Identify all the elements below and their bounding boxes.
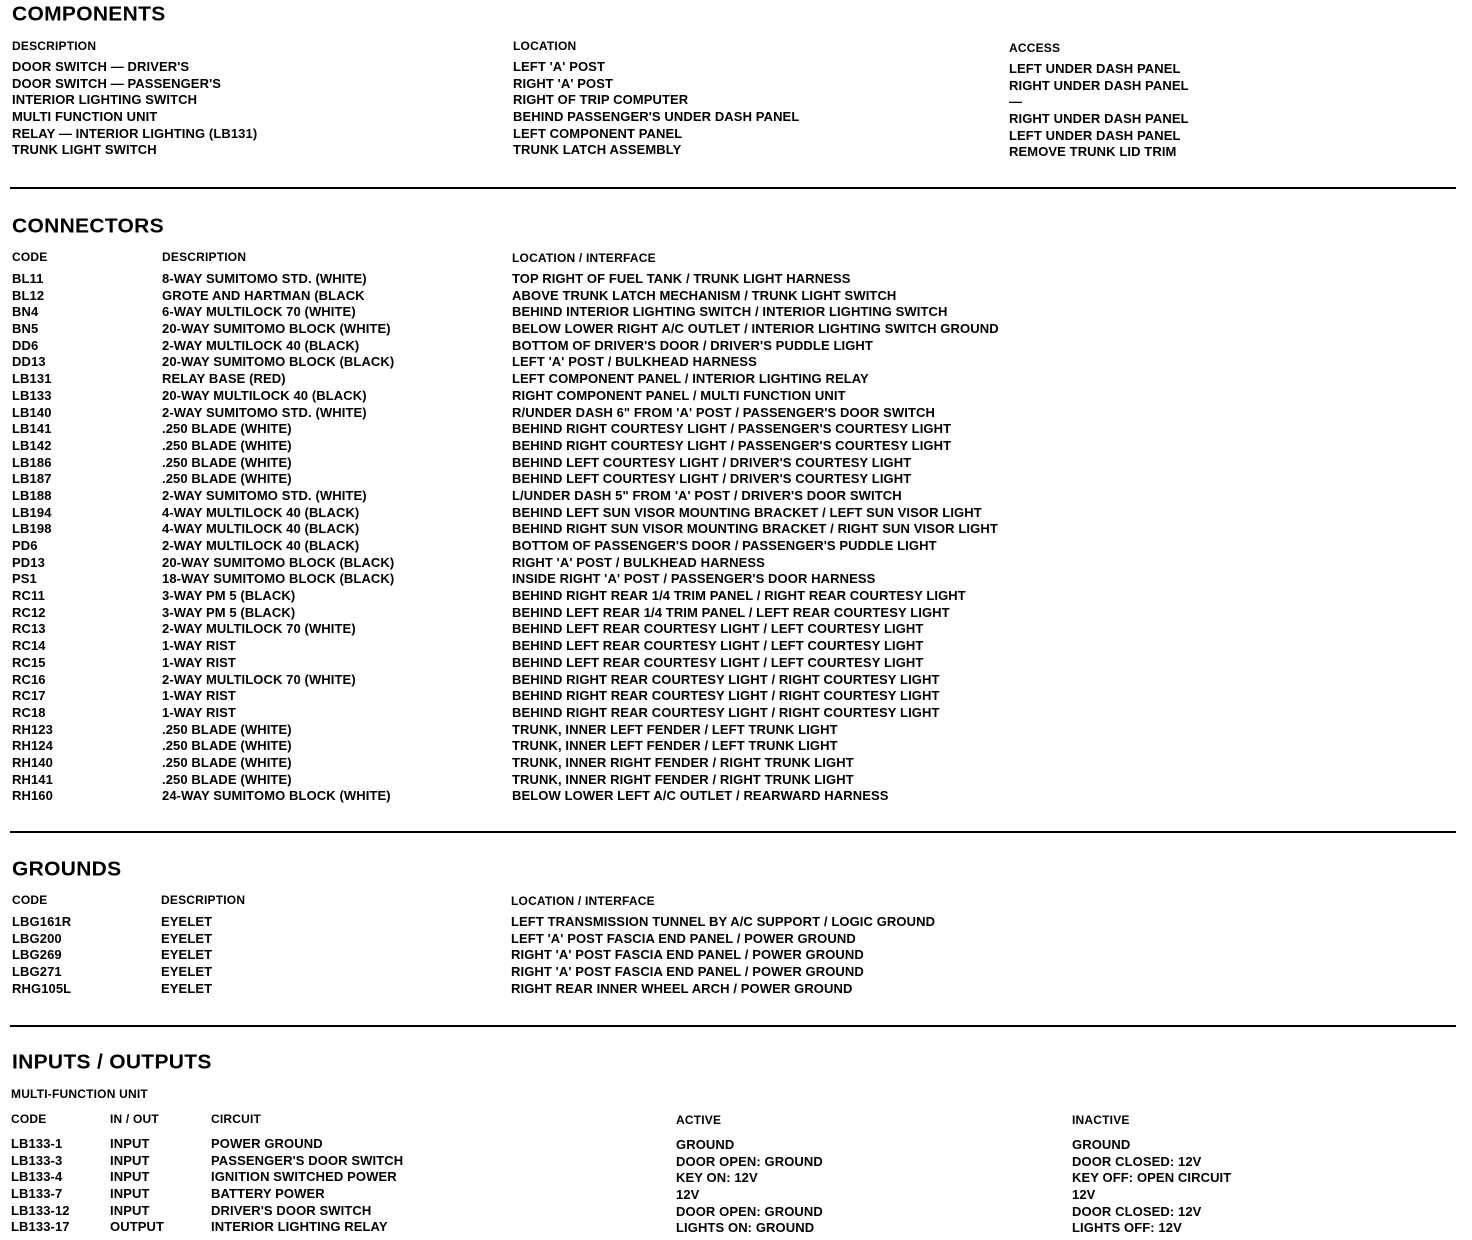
components-header-location: LOCATION [513, 39, 577, 53]
io-header-active: ACTIVE [676, 1113, 722, 1127]
components-location-cell: TRUNK LATCH ASSEMBLY [513, 142, 682, 158]
connectors-description-cell: RELAY BASE (RED) [162, 371, 286, 387]
components-header-access: ACCESS [1009, 41, 1061, 55]
io-subtitle: MULTI-FUNCTION UNIT [11, 1087, 148, 1101]
components-access-column [1009, 61, 1189, 161]
connectors-location-cell: BEHIND RIGHT COURTESY LIGHT / PASSENGER'S COURTESY LIGHT [512, 421, 952, 437]
grounds-location-cell: LEFT TRANSMISSION TUNNEL BY A/C SUPPORT / LOGIC GROUND [511, 914, 936, 929]
connectors-location-cell: BOTTOM OF DRIVER'S DOOR / DRIVER'S PUDDLE LIGHT [512, 337, 873, 353]
connectors-location-cell: R/UNDER DASH 6" FROM 'A' POST / PASSENGER'S DOOR SWITCH [512, 404, 936, 420]
connectors-code-cell: BN4 [12, 304, 39, 320]
connectors-location-cell: BEHIND RIGHT REAR COURTESY LIGHT / RIGHT COURTESY LIGHT [512, 688, 940, 704]
connectors-location-cell: BEHIND RIGHT COURTESY LIGHT / PASSENGER'S COURTESY LIGHT [512, 437, 952, 453]
io-inactive-cell: DOOR CLOSED: 12V [1072, 1153, 1202, 1169]
io-inactive-cell: LIGHTS OFF: 12V [1072, 1220, 1182, 1236]
grounds-code-cell: LBG161R [12, 914, 72, 929]
connectors-description-cell: 20-WAY SUMITOMO BLOCK (BLACK) [162, 354, 395, 370]
components-title: COMPONENTS [12, 3, 166, 26]
grounds-location-cell: RIGHT REAR INNER WHEEL ARCH / POWER GROUND [511, 980, 853, 996]
io-code-cell: LB133-12 [11, 1202, 70, 1218]
io-inactive-cell: 12V [1072, 1187, 1096, 1203]
connectors-location-cell: LEFT 'A' POST / BULKHEAD HARNESS [512, 354, 757, 370]
components-location-column [513, 59, 799, 159]
io-circuit-cell: BATTERY POWER [211, 1186, 325, 1202]
connectors-description-cell: 2-WAY SUMITOMO STD. (WHITE) [162, 404, 367, 420]
components-description-cell: DOOR SWITCH — DRIVER'S [12, 59, 190, 74]
connectors-code-cell: RC14 [12, 638, 46, 654]
connectors-code-cell: LB141 [12, 421, 52, 437]
grounds-header-code: CODE [12, 893, 48, 907]
connectors-location-cell: BEHIND RIGHT REAR 1/4 TRIM PANEL / RIGHT REAR COURTESY LIGHT [512, 588, 966, 604]
connectors-description-cell: .250 BLADE (WHITE) [162, 421, 292, 437]
divider [10, 1025, 1456, 1027]
connectors-location-cell: INSIDE RIGHT 'A' POST / PASSENGER'S DOOR HARNESS [512, 571, 876, 587]
components-location-cell: BEHIND PASSENGER'S UNDER DASH PANEL [513, 109, 800, 125]
connectors-location-cell: TRUNK, INNER RIGHT FENDER / RIGHT TRUNK LIGHT [512, 771, 854, 787]
connectors-description-cell: 2-WAY MULTILOCK 40 (BLACK) [162, 337, 360, 353]
connectors-description-cell: 3-WAY PM 5 (BLACK) [162, 604, 296, 620]
connectors-code-cell: RH141 [12, 771, 53, 787]
connectors-location-cell: BOTTOM OF PASSENGER'S DOOR / PASSENGER'S PUDDLE LIGHT [512, 538, 937, 553]
io-circuit-cell: DRIVER'S DOOR SWITCH [211, 1202, 372, 1218]
grounds-location-cell: RIGHT 'A' POST FASCIA END PANEL / POWER GROUND [511, 964, 864, 980]
components-description-cell: MULTI FUNCTION UNIT [12, 109, 158, 125]
components-access-cell: — [1009, 94, 1023, 110]
io-inout-column [110, 1136, 164, 1236]
connectors-description-cell: 20-WAY MULTILOCK 40 (BLACK) [162, 387, 367, 403]
grounds-code-cell: LBG200 [12, 930, 62, 946]
connectors-code-cell: RC17 [12, 688, 46, 704]
grounds-description-cell: EYELET [161, 947, 213, 963]
io-circuit-cell: POWER GROUND [211, 1136, 323, 1151]
connectors-description-cell: 4-WAY MULTILOCK 40 (BLACK) [162, 521, 360, 537]
io-inout-cell: INPUT [110, 1136, 150, 1151]
grounds-header-description: DESCRIPTION [161, 893, 246, 907]
connectors-code-cell: RH160 [12, 788, 53, 804]
connectors-code-cell: LB198 [12, 521, 52, 537]
io-code-cell: LB133-3 [11, 1152, 63, 1168]
connectors-description-cell: .250 BLADE (WHITE) [162, 721, 292, 737]
grounds-location-cell: RIGHT 'A' POST FASCIA END PANEL / POWER GROUND [511, 947, 864, 963]
connectors-location-cell: TRUNK, INNER LEFT FENDER / LEFT TRUNK LIGHT [512, 738, 838, 754]
io-code-cell: LB133-1 [11, 1136, 63, 1151]
connectors-code-cell: LB133 [12, 387, 52, 403]
components-access-cell: LEFT UNDER DASH PANEL [1009, 61, 1181, 76]
io-title: INPUTS / OUTPUTS [12, 1051, 212, 1074]
io-circuit-cell: INTERIOR LIGHTING RELAY [211, 1219, 388, 1235]
connectors-location-cell: TRUNK, INNER LEFT FENDER / LEFT TRUNK LIGHT [512, 721, 838, 737]
connectors-location-column [512, 271, 999, 805]
io-active-cell: GROUND [676, 1137, 735, 1152]
io-inout-cell: INPUT [110, 1169, 150, 1185]
connectors-description-cell: 20-WAY SUMITOMO BLOCK (BLACK) [162, 554, 395, 570]
io-header-code: CODE [11, 1112, 47, 1126]
connectors-description-cell: 18-WAY SUMITOMO BLOCK (BLACK) [162, 571, 395, 587]
grounds-description-cell: EYELET [161, 914, 213, 929]
components-header-description: DESCRIPTION [12, 39, 97, 53]
connectors-code-cell: LB194 [12, 504, 52, 520]
connectors-header-code: CODE [12, 250, 48, 264]
components-description-column [12, 59, 257, 159]
connectors-location-cell: BEHIND INTERIOR LIGHTING SWITCH / INTERIOR LIGHTING SWITCH [512, 304, 948, 320]
components-access-cell: RIGHT UNDER DASH PANEL [1009, 77, 1189, 93]
connectors-code-cell: PD13 [12, 554, 45, 570]
connectors-location-cell: BEHIND LEFT COURTESY LIGHT / DRIVER'S COURTESY LIGHT [512, 454, 912, 470]
connectors-code-cell: RC13 [12, 621, 46, 637]
connectors-code-cell: BL12 [12, 287, 45, 303]
io-active-cell: KEY ON: 12V [676, 1170, 758, 1186]
connectors-code-column [12, 271, 53, 805]
connectors-code-cell: BL11 [12, 271, 44, 286]
connectors-description-cell: 1-WAY RIST [162, 704, 236, 720]
connectors-code-cell: RH140 [12, 754, 53, 770]
connectors-description-cell: 2-WAY SUMITOMO STD. (WHITE) [162, 487, 367, 503]
connectors-description-cell: .250 BLADE (WHITE) [162, 437, 292, 453]
io-code-cell: LB133-4 [11, 1169, 63, 1185]
connectors-location-cell: BEHIND LEFT REAR 1/4 TRIM PANEL / LEFT REAR COURTESY LIGHT [512, 604, 950, 620]
grounds-code-cell: RHG105L [12, 980, 72, 996]
io-inactive-column [1072, 1137, 1231, 1237]
connectors-location-cell: BEHIND LEFT REAR COURTESY LIGHT / LEFT COURTESY LIGHT [512, 654, 924, 670]
connectors-code-cell: RC12 [12, 604, 46, 620]
connectors-description-cell: .250 BLADE (WHITE) [162, 771, 292, 787]
connectors-title: CONNECTORS [12, 215, 164, 238]
connectors-code-cell: LB186 [12, 454, 52, 470]
io-active-cell: LIGHTS ON: GROUND [676, 1220, 815, 1236]
io-active-cell: 12V [676, 1187, 700, 1203]
connectors-location-cell: LEFT COMPONENT PANEL / INTERIOR LIGHTING RELAY [512, 371, 869, 387]
connectors-description-cell: 4-WAY MULTILOCK 40 (BLACK) [162, 504, 360, 520]
io-active-column [676, 1137, 823, 1237]
grounds-description-cell: EYELET [161, 964, 213, 980]
connectors-code-cell: PS1 [12, 571, 37, 587]
connectors-description-cell: 1-WAY RIST [162, 654, 236, 670]
connectors-description-cell: .250 BLADE (WHITE) [162, 471, 292, 487]
connectors-description-column [162, 271, 394, 805]
connectors-location-cell: RIGHT 'A' POST / BULKHEAD HARNESS [512, 554, 765, 570]
io-header-circuit: CIRCUIT [211, 1112, 262, 1126]
grounds-code-column [12, 914, 71, 997]
io-active-cell: DOOR OPEN: GROUND [676, 1153, 823, 1169]
components-access-cell: LEFT UNDER DASH PANEL [1009, 127, 1181, 143]
io-header-inactive: INACTIVE [1072, 1113, 1130, 1127]
connectors-code-cell: LB187 [12, 471, 52, 487]
connectors-description-cell: 2-WAY MULTILOCK 70 (WHITE) [162, 621, 356, 637]
connectors-code-cell: RC11 [12, 588, 45, 604]
connectors-description-cell: 8-WAY SUMITOMO STD. (WHITE) [162, 271, 367, 286]
io-inactive-cell: GROUND [1072, 1137, 1131, 1152]
grounds-header-location: LOCATION / INTERFACE [511, 894, 655, 908]
connectors-location-cell: BEHIND LEFT SUN VISOR MOUNTING BRACKET / LEFT SUN VISOR LIGHT [512, 504, 982, 520]
connectors-code-cell: LB131 [12, 371, 52, 387]
io-active-cell: DOOR OPEN: GROUND [676, 1203, 823, 1219]
io-inout-cell: INPUT [110, 1152, 150, 1168]
connectors-location-cell: BEHIND RIGHT REAR COURTESY LIGHT / RIGHT COURTESY LIGHT [512, 671, 940, 687]
io-inout-cell: OUTPUT [110, 1219, 165, 1235]
components-description-cell: TRUNK LIGHT SWITCH [12, 142, 157, 158]
connectors-description-cell: 3-WAY PM 5 (BLACK) [162, 588, 296, 604]
connectors-description-cell: 2-WAY MULTILOCK 40 (BLACK) [162, 538, 360, 553]
connectors-description-cell: GROTE AND HARTMAN (BLACK [162, 287, 365, 303]
connectors-location-cell: TRUNK, INNER RIGHT FENDER / RIGHT TRUNK LIGHT [512, 754, 854, 770]
grounds-description-cell: EYELET [161, 930, 213, 946]
grounds-title: GROUNDS [12, 858, 122, 881]
connectors-description-cell: 6-WAY MULTILOCK 70 (WHITE) [162, 304, 356, 320]
connectors-location-cell: BELOW LOWER RIGHT A/C OUTLET / INTERIOR LIGHTING SWITCH GROUND [512, 321, 999, 337]
io-code-cell: LB133-17 [11, 1219, 70, 1235]
io-code-column [11, 1136, 70, 1236]
connectors-location-cell: RIGHT COMPONENT PANEL / MULTI FUNCTION UNIT [512, 387, 846, 403]
connectors-header-description: DESCRIPTION [162, 250, 247, 264]
connectors-location-cell: L/UNDER DASH 5" FROM 'A' POST / DRIVER'S DOOR SWITCH [512, 487, 902, 503]
connectors-code-cell: LB140 [12, 404, 52, 420]
io-inout-cell: INPUT [110, 1186, 150, 1202]
connectors-code-cell: RC18 [12, 704, 46, 720]
io-inactive-cell: KEY OFF: OPEN CIRCUIT [1072, 1170, 1232, 1186]
connectors-description-cell: 1-WAY RIST [162, 638, 236, 654]
connectors-description-cell: 20-WAY SUMITOMO BLOCK (WHITE) [162, 321, 391, 337]
connectors-location-cell: BEHIND RIGHT REAR COURTESY LIGHT / RIGHT COURTESY LIGHT [512, 704, 940, 720]
grounds-code-cell: LBG269 [12, 947, 62, 963]
connectors-location-cell: BEHIND RIGHT SUN VISOR MOUNTING BRACKET / RIGHT SUN VISOR LIGHT [512, 521, 998, 537]
connectors-code-cell: LB188 [12, 487, 52, 503]
connectors-location-cell: ABOVE TRUNK LATCH MECHANISM / TRUNK LIGHT SWITCH [512, 287, 897, 303]
connectors-description-cell: 1-WAY RIST [162, 688, 236, 704]
connectors-description-cell: .250 BLADE (WHITE) [162, 754, 292, 770]
connectors-description-cell: .250 BLADE (WHITE) [162, 454, 292, 470]
grounds-location-column [511, 914, 935, 997]
connectors-description-cell: .250 BLADE (WHITE) [162, 738, 292, 754]
grounds-description-cell: EYELET [161, 980, 213, 996]
io-code-cell: LB133-7 [11, 1186, 63, 1202]
connectors-header-location: LOCATION / INTERFACE [512, 251, 656, 265]
components-description-cell: INTERIOR LIGHTING SWITCH [12, 92, 198, 108]
connectors-location-cell: TOP RIGHT OF FUEL TANK / TRUNK LIGHT HARNESS [512, 271, 851, 286]
connectors-description-cell: 2-WAY MULTILOCK 70 (WHITE) [162, 671, 356, 687]
connectors-code-cell: RC15 [12, 654, 46, 670]
io-inactive-cell: DOOR CLOSED: 12V [1072, 1203, 1202, 1219]
connectors-code-cell: RH124 [12, 738, 53, 754]
grounds-description-column [161, 914, 212, 997]
io-circuit-cell: IGNITION SWITCHED POWER [211, 1169, 397, 1185]
components-location-cell: LEFT COMPONENT PANEL [513, 125, 683, 141]
io-inout-cell: INPUT [110, 1202, 150, 1218]
connectors-description-cell: 24-WAY SUMITOMO BLOCK (WHITE) [162, 788, 391, 804]
io-header-inout: IN / OUT [110, 1112, 159, 1126]
components-location-cell: RIGHT OF TRIP COMPUTER [513, 92, 689, 108]
connectors-code-cell: DD6 [12, 337, 39, 353]
connectors-code-cell: DD13 [12, 354, 46, 370]
grounds-location-cell: LEFT 'A' POST FASCIA END PANEL / POWER GROUND [511, 930, 856, 946]
connectors-code-cell: BN5 [12, 321, 39, 337]
connectors-location-cell: BEHIND LEFT COURTESY LIGHT / DRIVER'S COURTESY LIGHT [512, 471, 912, 487]
connectors-code-cell: LB142 [12, 437, 52, 453]
components-location-cell: LEFT 'A' POST [513, 59, 605, 74]
io-circuit-column [211, 1136, 403, 1236]
connectors-location-cell: BEHIND LEFT REAR COURTESY LIGHT / LEFT COURTESY LIGHT [512, 638, 924, 654]
components-access-cell: REMOVE TRUNK LID TRIM [1009, 144, 1177, 160]
connectors-code-cell: RC16 [12, 671, 46, 687]
divider [10, 831, 1456, 833]
components-location-cell: RIGHT 'A' POST [513, 75, 614, 91]
io-circuit-cell: PASSENGER'S DOOR SWITCH [211, 1152, 404, 1168]
grounds-code-cell: LBG271 [12, 964, 62, 980]
connectors-location-cell: BEHIND LEFT REAR COURTESY LIGHT / LEFT COURTESY LIGHT [512, 621, 924, 637]
connectors-code-cell: RH123 [12, 721, 53, 737]
components-access-cell: RIGHT UNDER DASH PANEL [1009, 111, 1189, 127]
components-description-cell: DOOR SWITCH — PASSENGER'S [12, 75, 222, 91]
connectors-location-cell: BELOW LOWER LEFT A/C OUTLET / REARWARD HARNESS [512, 788, 889, 804]
divider [10, 187, 1456, 189]
connectors-code-cell: PD6 [12, 538, 38, 553]
components-description-cell: RELAY — INTERIOR LIGHTING (LB131) [12, 125, 258, 141]
